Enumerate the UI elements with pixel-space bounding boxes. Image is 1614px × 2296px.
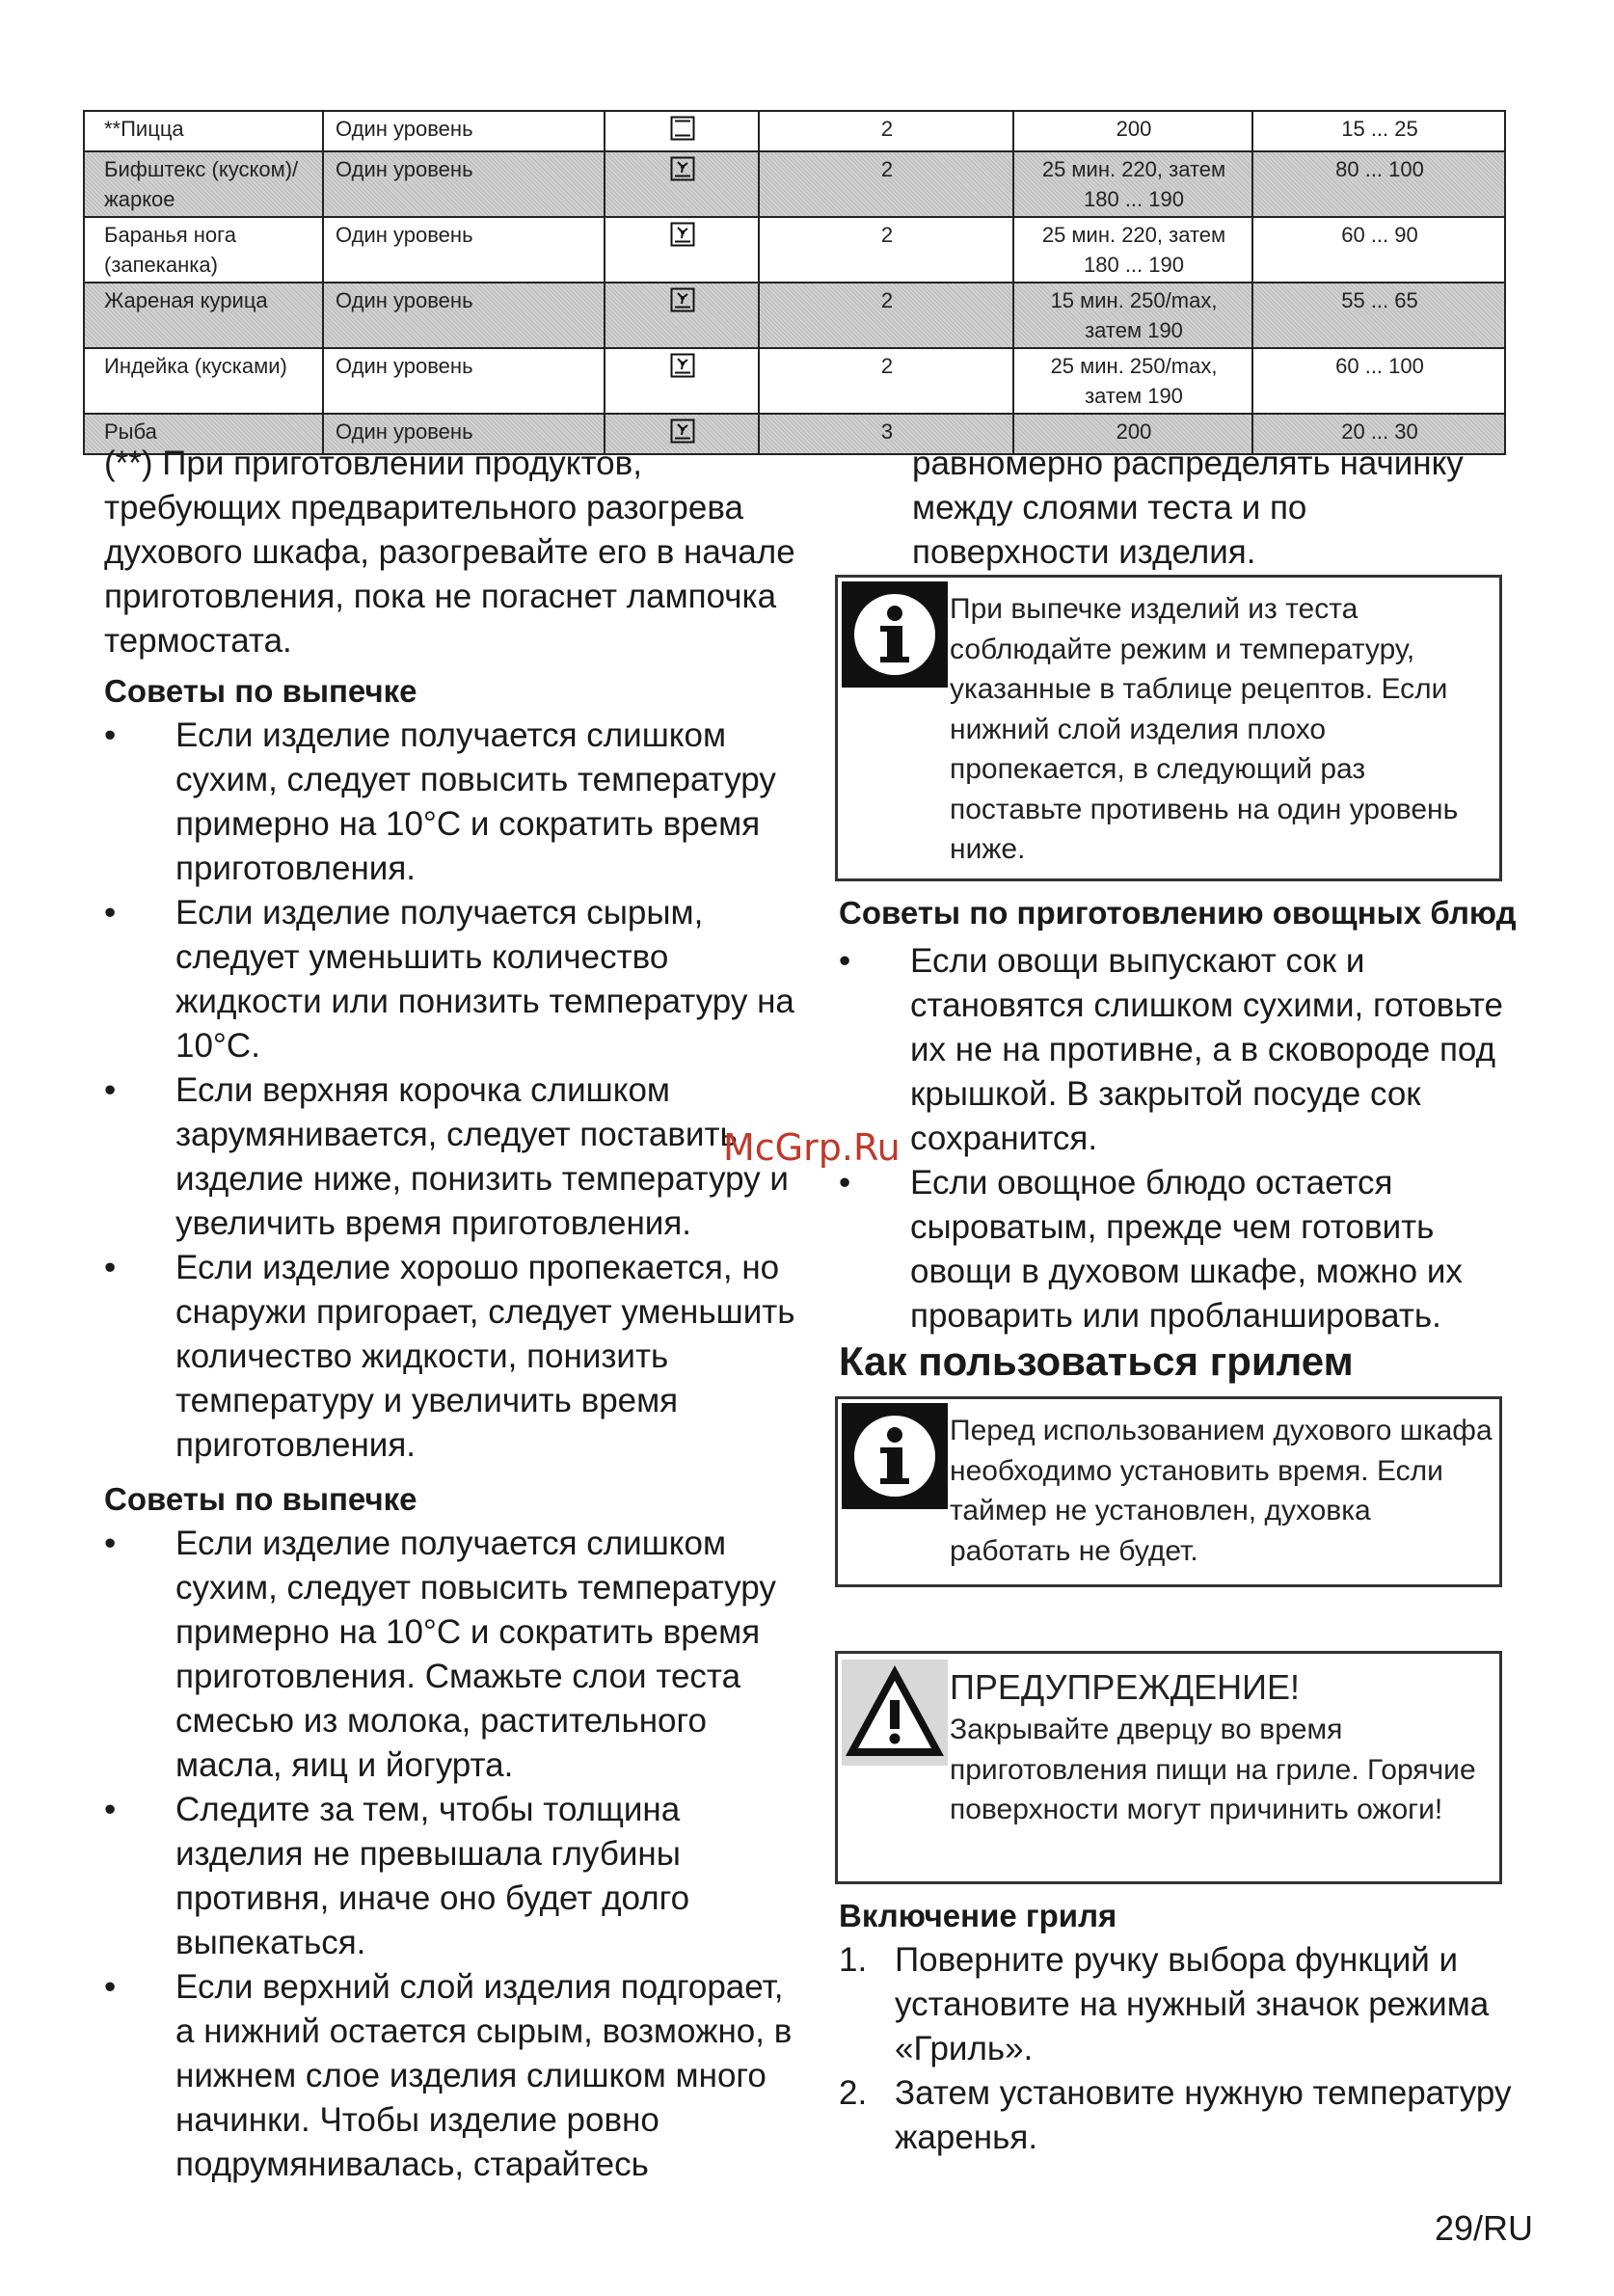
oven-top-bottom-icon: [670, 116, 695, 141]
recipe-table: [83, 110, 1506, 455]
temperature-cell: 200: [1013, 414, 1252, 454]
time-cell: 60 ... 90: [1252, 217, 1505, 283]
vegetable-section: [839, 891, 1533, 1338]
list-item: [104, 1965, 798, 2187]
bullet-marker: •: [104, 894, 117, 932]
step-number: 2.: [839, 2074, 868, 2112]
table-row: [84, 151, 1505, 217]
food-cell: **Пицца: [84, 111, 323, 151]
food-cell: Жареная курица: [84, 283, 323, 348]
bullet-marker: •: [104, 1791, 117, 1828]
info-box-grill: [835, 1396, 1502, 1587]
bullet-marker: •: [104, 1249, 117, 1286]
time-cell: 60 ... 100: [1252, 348, 1505, 414]
bullet-marker: •: [839, 1164, 851, 1202]
baking-tips-list: [104, 714, 798, 1468]
time-cell: 15 ... 25: [1252, 111, 1505, 151]
list-item-text: Если изделие хорошо пропекается, но снаружи пригорает, следует уменьшить количество жидкости, понизить температуру и увеличить время приготовления.: [175, 1249, 795, 1464]
table-row: [84, 283, 1505, 348]
grill-heading: Как пользоваться грилем: [839, 1338, 1354, 1384]
info-text-grill: Перед использованием духового шкафа необходимо установить время. Если таймер не установлен, духовка работать не будет.: [950, 1415, 1493, 1567]
level-cell: Один уровень: [323, 283, 605, 348]
temperature-cell: 200: [1013, 111, 1252, 151]
time-cell: 80 ... 100: [1252, 151, 1505, 217]
bullet-marker: •: [104, 1071, 117, 1109]
oven-fan-icon: [670, 222, 695, 247]
step-text: Затем установите нужную температуру жаренья.: [895, 2074, 1512, 2156]
mode-cell: [605, 111, 759, 151]
food-cell: Индейка (кусками): [84, 348, 323, 414]
baking-tips-title-2: Советы по выпечке: [104, 1481, 417, 1517]
baking-tips-list-2: [104, 1522, 798, 2187]
table-body: [84, 111, 1505, 454]
mode-cell: [605, 151, 759, 217]
table-row: [84, 348, 1505, 414]
temperature-cell: 15 мин. 250/max, затем 190: [1013, 283, 1252, 348]
bullet-marker: •: [104, 716, 117, 754]
list-item: [104, 1246, 798, 1468]
mode-cell: [605, 283, 759, 348]
list-item: [104, 1068, 798, 1246]
vegetable-tips-list: [839, 939, 1533, 1338]
list-item: [104, 891, 798, 1068]
level-cell: Один уровень: [323, 151, 605, 217]
level-cell: Один уровень: [323, 348, 605, 414]
step-item: [839, 1938, 1533, 2071]
vegetable-tips-title: Советы по приготовлению овощных блюд: [839, 895, 1517, 931]
time-cell: 55 ... 65: [1252, 283, 1505, 348]
oven-fan-icon: [670, 353, 695, 378]
temperature-cell: 25 мин. 220, затем 180 ... 190: [1013, 217, 1252, 283]
list-item: [104, 714, 798, 891]
info-icon: [842, 1403, 948, 1509]
position-cell: 3: [759, 414, 1013, 454]
baking-tips-title: Советы по выпечке: [104, 673, 417, 709]
list-item: [104, 1522, 798, 1788]
grill-on-title: Включение гриля: [839, 1898, 1117, 1933]
level-cell: Один уровень: [323, 414, 605, 454]
list-item-text: Следите за тем, чтобы толщина изделия не превышала глубины противня, иначе оно будет долго выпекаться.: [175, 1791, 690, 1961]
list-item: [839, 1161, 1533, 1338]
position-cell: 2: [759, 111, 1013, 151]
position-cell: 2: [759, 283, 1013, 348]
position-cell: 2: [759, 217, 1013, 283]
list-item-text: Если верхний слой изделия подгорает, а нижний остается сырым, возможно, в нижнем слое изделия слишком много начинки. Чтобы изделие ровно подрумянивалась, старайтесь: [175, 1968, 793, 2183]
continuation-paragraph: равномерно распределять начинку между слоями теста и по поверхности изделия.: [912, 445, 1464, 571]
warning-text: Закрывайте дверцу во время приготовления пищи на гриле. Горячие поверхности могут причинить ожоги!: [950, 1714, 1476, 1825]
oven-fan-icon: [670, 156, 695, 181]
table-row: [84, 111, 1505, 151]
list-item-text: Если изделие получается слишком сухим, следует повысить температуру примерно на 10°C и сократить время приготовления. Смажьте слои теста смесью из молока, растительного масла, яиц и йогурта.: [175, 1525, 776, 1784]
list-item-text: Если изделие получается сырым, следует уменьшить количество жидкости или понизить температуру на 10°C.: [175, 894, 794, 1065]
position-cell: 2: [759, 151, 1013, 217]
bullet-marker: •: [104, 1525, 117, 1562]
bullet-marker: •: [104, 1968, 117, 2006]
warning-title: ПРЕДУПРЕЖДЕНИЕ!: [950, 1667, 1300, 1707]
list-item: [839, 939, 1533, 1161]
step-number: 1.: [839, 1941, 868, 1979]
list-item-text: Если верхняя корочка слишком зарумянивается, следует поставить изделие ниже, понизить температуру и увеличить время приготовления.: [175, 1071, 789, 1242]
food-cell: Рыба: [84, 414, 323, 454]
grill-steps: [839, 1938, 1533, 2160]
bullet-marker: •: [839, 942, 851, 980]
level-cell: Один уровень: [323, 217, 605, 283]
list-item: [104, 1788, 798, 1965]
preheat-note: (**) При приготовлении продуктов, требующих предварительного разогрева духового шкафа, разогревайте его в начале приготовления, пока не погаснет лампочка термостата.: [104, 445, 795, 660]
warning-icon: [842, 1660, 948, 1766]
time-cell: 20 ... 30: [1252, 414, 1505, 454]
info-icon: [842, 581, 948, 688]
mode-cell: [605, 217, 759, 283]
page-number: 29/RU: [1435, 2208, 1534, 2248]
info-box-baking: [835, 575, 1502, 881]
mode-cell: [605, 348, 759, 414]
step-item: [839, 2071, 1533, 2160]
list-item-text: Если овощное блюдо остается сыроватым, прежде чем готовить овощи в духовом шкафе, можно их проварить или пробланшировать.: [910, 1164, 1463, 1335]
list-item-text: Если изделие получается слишком сухим, следует повысить температуру примерно на 10°C и сократить время приготовления.: [175, 716, 776, 887]
step-text: Поверните ручку выбора функций и установите на нужный значок режима «Гриль».: [895, 1941, 1490, 2067]
oven-fan-icon: [670, 419, 695, 444]
left-column: [104, 442, 798, 2187]
list-item-text: Если овощи выпускают сок и становятся слишком сухими, готовьте их не на противне, а в сковороде под крышкой. В закрытой посуде сок сохранится.: [910, 942, 1503, 1157]
table-row: [84, 217, 1505, 283]
level-cell: Один уровень: [323, 111, 605, 151]
watermark: McGrp.Ru: [723, 1126, 901, 1169]
position-cell: 2: [759, 348, 1013, 414]
info-text-baking: При выпечке изделий из теста соблюдайте режим и температуру, указанные в таблице рецептов. Если нижний слой изделия плохо пропекается, в следующий раз поставьте противень на один уровень ниже.: [950, 593, 1459, 865]
food-cell: Бифштекс (куском)/жаркое: [84, 151, 323, 217]
grill-on-section: [839, 1894, 1533, 2160]
warning-box: [835, 1651, 1502, 1884]
continuation-text: [912, 442, 1510, 575]
temperature-cell: 25 мин. 250/max, затем 190: [1013, 348, 1252, 414]
oven-fan-icon: [670, 287, 695, 312]
temperature-cell: 25 мин. 220, затем 180 ... 190: [1013, 151, 1252, 217]
food-cell: Баранья нога (запеканка): [84, 217, 323, 283]
